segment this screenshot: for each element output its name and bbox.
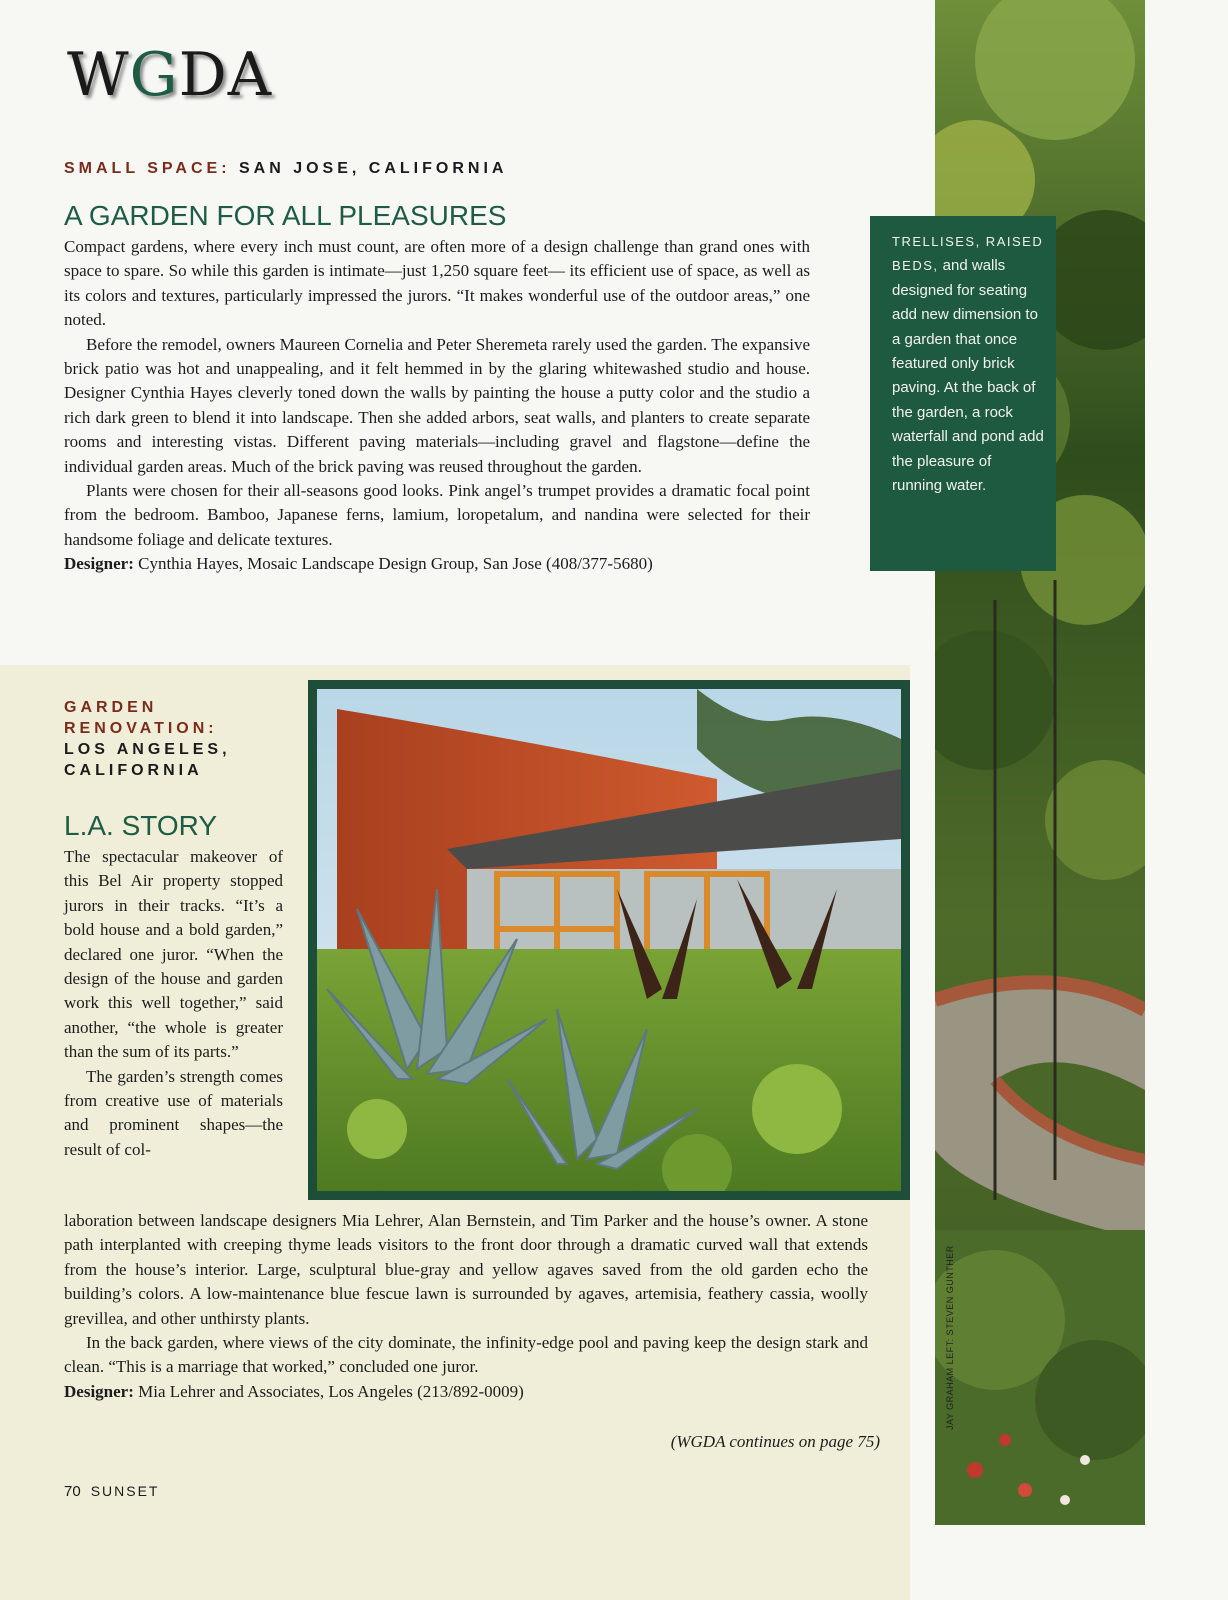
article1-paragraph: Before the remodel, owners Maureen Cornelia and Peter Sheremeta rarely used the garden. The expansive brick patio was hot and unappealing, and it felt hemmed in by the glaring whitewashed studio and house. Designer Cynthia Hayes cleverly toned down the walls by painting the house a putty color and the studio a rich dark green to blend it into landscape. Then she added arbors, seat walls, and planters to create separate rooms and interesting vistas. Different paving materials—including gravel and flagstone—define the individual garden areas. Much of the brick paving was reused throughout the garden. <box>64 334 810 476</box>
article2-body-narrow <box>64 845 283 1162</box>
article1-kicker-category: SMALL SPACE: <box>64 160 231 177</box>
house-garden-photo <box>308 680 910 1200</box>
article2-paragraph: The garden’s strength comes from creative use of materials and prominent shapes—the result of col- <box>64 1066 283 1159</box>
masthead: WGDA <box>67 40 273 110</box>
article1-credit: Designer: Cynthia Hayes, Mosaic Landscape Design Group, San Jose (408/377-5680) <box>64 554 653 574</box>
article2-kicker-category: RENOVATION: <box>64 720 218 737</box>
article1-paragraph: Plants were chosen for their all-seasons good looks. Pink angel’s trumpet provides a dramatic focal point from the bedroom. Bamboo, Japanese ferns, lamium, loropetalum, and nandina were selected for their handsome foliage and delicate textures. <box>64 481 810 549</box>
sidebar-lead: TRELLISES, RAISED BEDS, <box>892 234 1044 274</box>
article2-body-wide <box>64 1209 868 1404</box>
article1-paragraph: Compact gardens, where every inch must count, are often more of a design challenge than grand ones with space to spare. So while this garden is intimate—just 1,250 square feet— its efficient use of space, as well as its colors and textures, particularly impressed the jurors. “It makes wonderful use of the outdoor areas,” one noted. <box>64 237 810 330</box>
article1-headline: A GARDEN FOR ALL PLEASURES <box>64 200 507 231</box>
article1-kicker-location: SAN JOSE, CALIFORNIA <box>238 160 508 177</box>
sidebar-text: and walls designed for seating add new dimension to a garden that once featured only brick paving. At the back of the garden, a rock waterfall and pond add the pleasure of running water. <box>892 257 1044 495</box>
page-number: 70 <box>64 1483 81 1500</box>
article2-paragraph: The spectacular makeover of this Bel Air property stopped jurors in their tracks. “It’s a bold house and a bold garden,” declared one juror. “When the design of the house and garden work this well together,” said another, “the whole is greater than the sum of its parts.” <box>64 847 283 1062</box>
article1-kicker <box>64 160 507 178</box>
article2-paragraph: laboration between landscape designers Mia Lehrer, Alan Bernstein, and Tim Parker and the house’s owner. A stone path interplanted with creeping thyme leads visitors to the front door through a dramatic curved wall that extends from the house’s interior. Large, sculptural blue-gray and yellow agaves saved from the old garden echo the building’s colors. A low-maintenance blue fescue lawn is surrounded by agaves, artemisia, feathery cassia, woolly grevillea, and other unthirsty plants. <box>64 1211 868 1328</box>
article2-paragraph: In the back garden, where views of the city dominate, the infinity-edge pool and paving keep the design stark and clean. “This is a marriage that worked,” concluded one juror. <box>64 1333 868 1377</box>
article2-headline: L.A. STORY <box>64 810 218 841</box>
article2-kicker <box>64 697 231 781</box>
magazine-name: SUNSET <box>90 1483 160 1499</box>
photo-caption-sidebar <box>870 216 1056 571</box>
article2-credit: Designer: Mia Lehrer and Associates, Los Angeles (213/892-0009) <box>64 1381 524 1401</box>
continued-note: (WGDA continues on page 75) <box>670 1432 880 1451</box>
article2-kicker-location: CALIFORNIA <box>64 762 203 779</box>
article2-kicker-location: LOS ANGELES, <box>64 741 231 758</box>
article2-kicker-category: GARDEN <box>64 699 158 716</box>
page-folio <box>64 1483 159 1500</box>
article1-body <box>64 235 810 577</box>
photo-credit: JAY GRAHAM LEFT: STEVEN GUNTHER <box>945 1245 955 1430</box>
